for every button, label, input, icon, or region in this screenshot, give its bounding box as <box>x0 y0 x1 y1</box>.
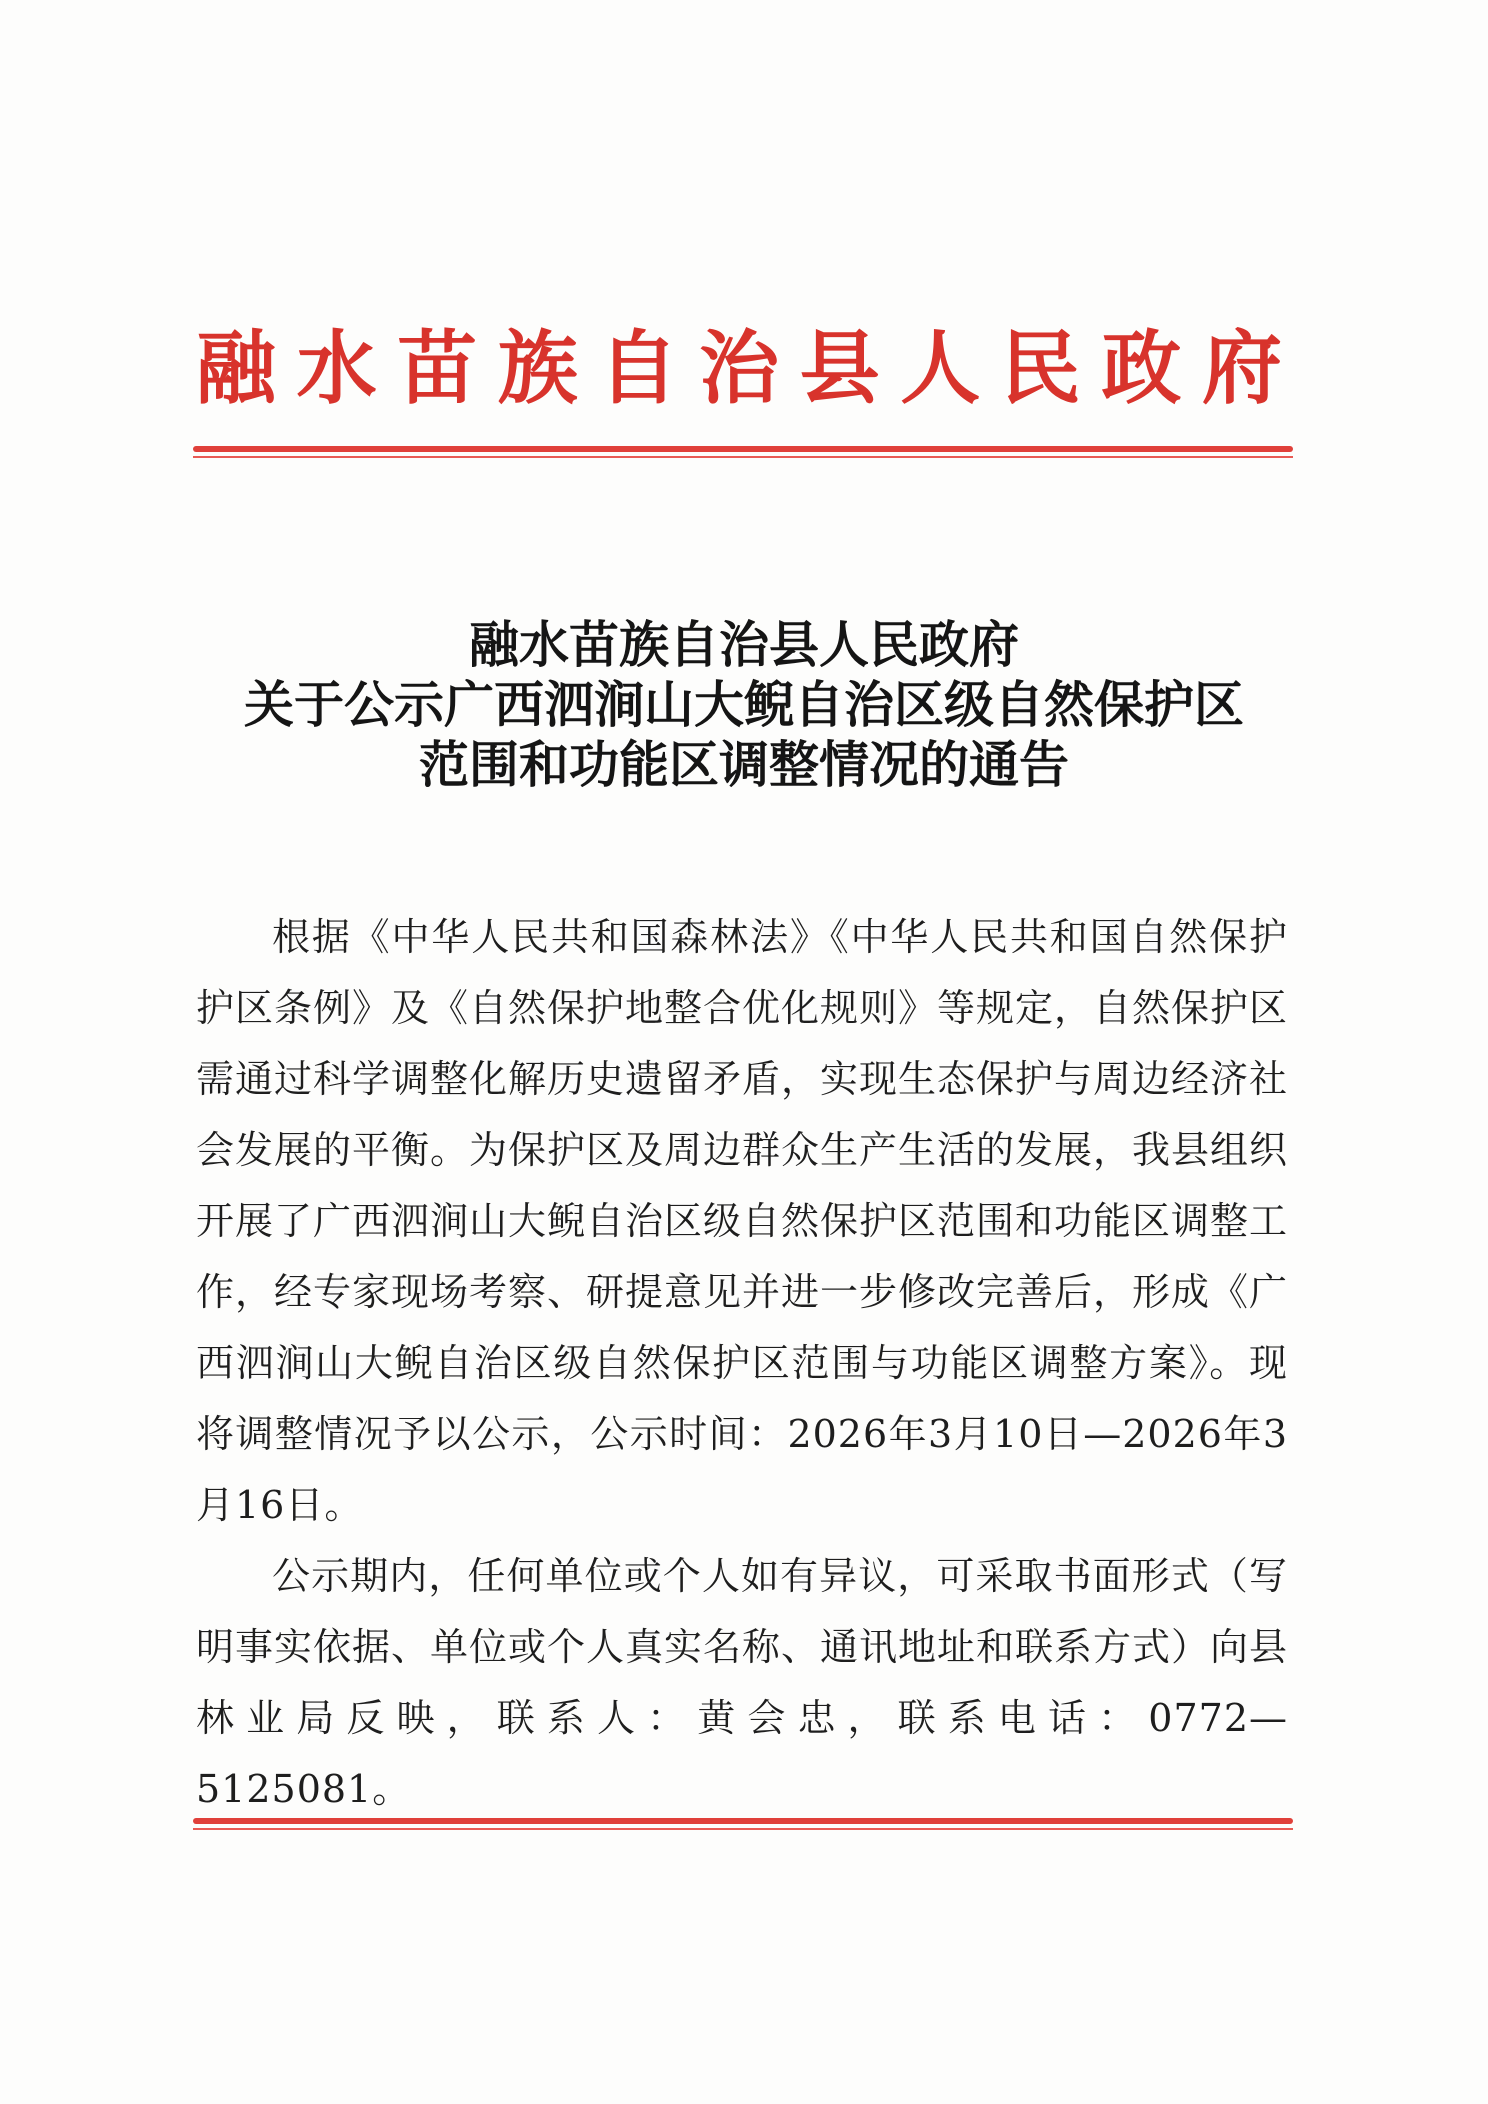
footer-rule-thick-line <box>193 1818 1293 1824</box>
red-rule-thin-line <box>193 456 1293 458</box>
letterhead-issuer: 融水苗族自治县人民政府 <box>196 321 1286 415</box>
body-paragraph-1: 根据《中华人民共和国森林法》《中华人民共和国自然保护护区条例》及《自然保护地整合优化规则》等规定，自然保护区需通过科学调整化解历史遗留矛盾，实现生态保护与周边经济社会发展的平衡。为保护区及周边群众生产生活的发展，我县组织开展了广西泗涧山大鲵自治区级自然保护区范围和功能区调整工作，经专家现场考察、研提意见并进一步修改完善后，形成《广西泗涧山大鲵自治区级自然保护区范围与功能区调整方案》。现将调整情况予以公示，公示时间：2026年3月10日—2026年3月16日。 <box>196 915 1289 1527</box>
letterhead-red-rule <box>193 446 1293 458</box>
title-line-2: 关于公示广西泗涧山大鲵自治区级自然保护区 <box>244 675 1244 734</box>
title-line-1: 融水苗族自治县人民政府 <box>469 615 1019 674</box>
red-rule-thick-line <box>193 446 1293 452</box>
body-paragraph-2: 公示期内，任何单位或个人如有异议，可采取书面形式（写明事实依据、单位或个人真实名称、通讯地址和联系方式）向县林业局反映，联系人：黄会忠，联系电话：0772—5125081。 <box>196 1554 1289 1811</box>
document-body <box>196 902 1288 1825</box>
footer-rule-thin-line <box>193 1828 1293 1830</box>
document-title <box>150 615 1338 795</box>
title-line-3: 范围和功能区调整情况的通告 <box>419 735 1069 794</box>
footer-red-rule <box>193 1818 1293 1830</box>
